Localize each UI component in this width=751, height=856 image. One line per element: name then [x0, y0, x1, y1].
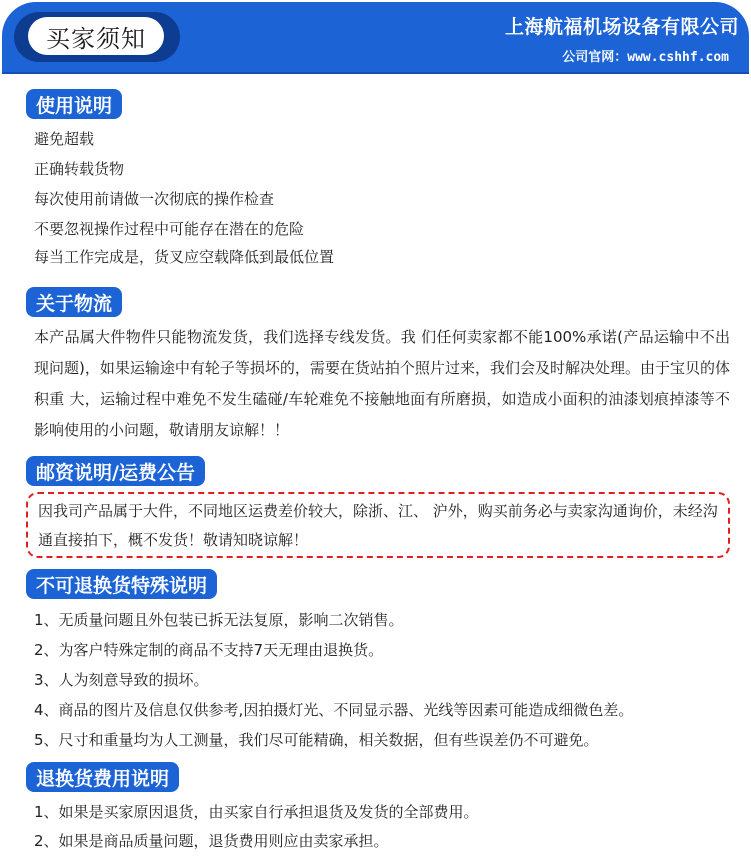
list-item: 1、如果是买家原因退货，由买家自行承担退货及发货的全部费用。 [34, 803, 479, 821]
page-title: 买家须知 [28, 17, 164, 55]
section-title-usage: 使用说明 [26, 89, 122, 119]
list-item: 每当工作完成是，货叉应空载降低到最低位置 [34, 248, 335, 266]
shipping-notice-text: 因我司产品属于大件，不同地区运费差价较大，除浙、江、 沪外，购买前务必与卖家沟通询价，未经沟通直接拍下，概不发货！敬请知晓谅解！ [38, 502, 718, 549]
shipping-notice-box [26, 492, 730, 558]
list-item: 避免超载 [34, 130, 95, 148]
list-item: 每次使用前请做一次彻底的操作检查 [34, 190, 275, 208]
list-item: 5、尺寸和重量均为人工测量，我们尽可能精确，相关数据，但有些误差仍不可避免。 [34, 731, 599, 749]
section-title-no-return: 不可退换货特殊说明 [26, 569, 217, 599]
company-name: 上海航福机场设备有限公司 [504, 16, 739, 38]
header-banner [2, 2, 749, 74]
list-item: 正确转载货物 [34, 160, 125, 178]
logistics-text: 本产品属大件物件只能物流发货，我们选择专线发货。我 们任何卖家都不能100%承诺(产品运输中不出现问题)，如果运输途中有轮子等损坏的，需要在货站拍个照片过来，我们会及时解决处理。由于宝贝的体积重 大，运输过程中难免不发生磕碰/车轮难免不接触地面有所磨损，如造成小面积的油漆划痕掉漆等不影响使用的小问题，敬请朋友谅解！！ [34, 328, 730, 439]
section-title-shipping: 邮资说明/运费公告 [26, 456, 205, 486]
list-item: 不要忽视操作过程中可能存在潜在的危险 [34, 220, 305, 238]
list-item: 4、商品的图片及信息仅供参考,因拍摄灯光、不同显示器、光线等因素可能造成细微色差。 [34, 701, 634, 719]
list-item: 2、如果是商品质量问题，退货费用则应由卖家承担。 [34, 832, 389, 850]
list-item: 1、无质量问题且外包装已拆无法复原，影响二次销售。 [34, 611, 404, 629]
company-website: 公司官网：www.cshhf.com [562, 50, 729, 65]
section-title-return-fee: 退换货费用说明 [26, 762, 179, 792]
section-title-logistics: 关于物流 [26, 287, 122, 317]
header-badge [14, 12, 180, 62]
list-item: 2、为客户特殊定制的商品不支持7天无理由退换货。 [34, 641, 384, 659]
list-item: 3、人为刻意导致的损坏。 [34, 671, 209, 689]
